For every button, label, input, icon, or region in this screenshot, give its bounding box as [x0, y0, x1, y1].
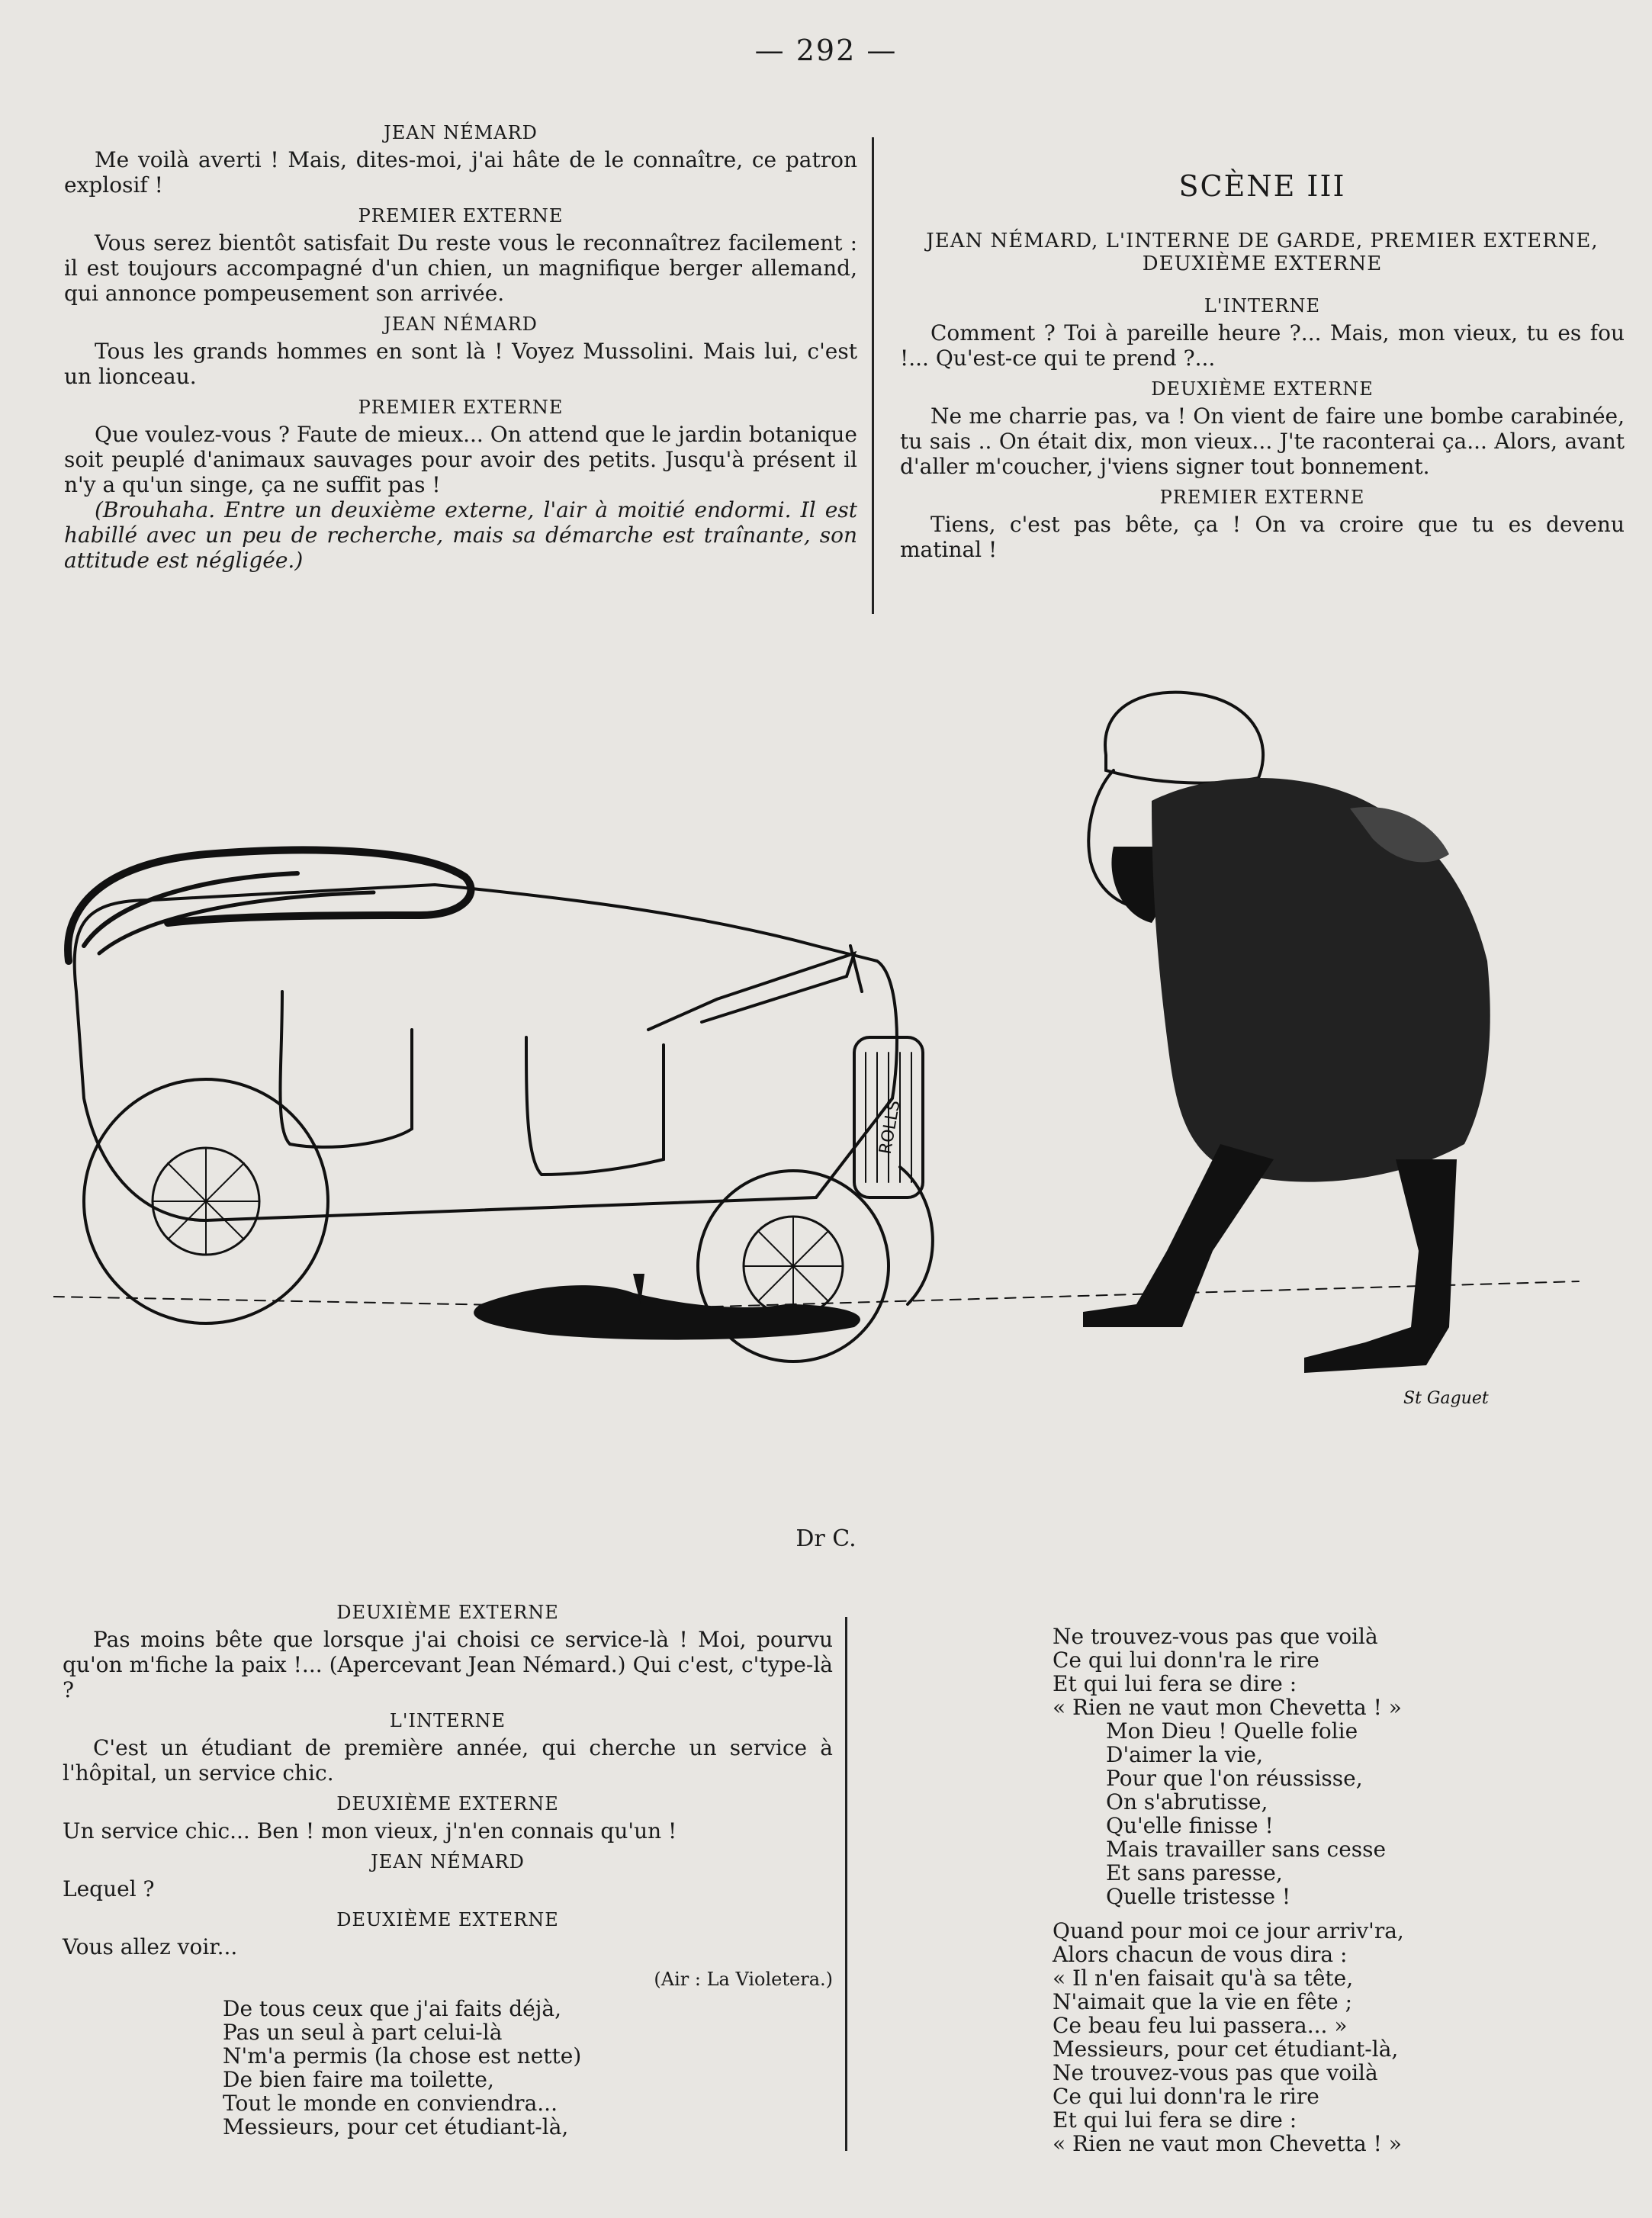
verse-line: Tout le monde en conviendra...: [223, 2091, 558, 2116]
dialogue-line: Ne me charrie pas, va ! On vient de faire une bombe carabinée, tu sais .. On était dix, mon vieux... J'te raconterai ça... Alors, avant d'aller m'coucher, j'viens signer tout bonnement.: [900, 403, 1625, 479]
verse-line: « Rien ne vaut mon Chevetta ! »: [1053, 1695, 1402, 1720]
verse-line: Messieurs, pour cet étudiant-là,: [1053, 2036, 1399, 2062]
verse-line: De bien faire ma toilette,: [223, 2067, 494, 2092]
dialogue-line: Vous allez voir...: [63, 1934, 238, 1959]
verse-line: Qu'elle finisse !: [1106, 1813, 1274, 1838]
windshield: [648, 953, 854, 1030]
column-divider-top: [872, 137, 874, 614]
verse-line: Et sans paresse,: [1106, 1860, 1283, 1885]
song-verses: [63, 1997, 833, 2139]
dialogue-line: Lequel ?: [63, 1876, 155, 1901]
verse-line: Pour que l'on réussisse,: [1106, 1766, 1363, 1791]
speaker-name: DEUXIÈME EXTERNE: [336, 1793, 559, 1815]
car-hood: [68, 850, 471, 961]
verse-line: « Rien ne vaut mon Chevetta ! »: [1053, 2131, 1402, 2156]
bottom-left-column: [63, 1594, 833, 2139]
verse-line: N'm'a permis (la chose est nette): [223, 2043, 582, 2069]
verse-line: Quelle tristesse !: [1106, 1884, 1291, 1909]
verse-line: Alors chacun de vous dira :: [1053, 1942, 1348, 1967]
radiator-text: ROLLS: [876, 1098, 905, 1156]
man-hat: [1105, 693, 1263, 783]
dialogue-line: Que voulez-vous ? Faute de mieux... On attend que le jardin botanique soit peuplé d'animaux sauvages pour avoir des petits. Jusqu'à présent il n'y a qu'un singe, ça ne suffit pas !: [64, 422, 857, 497]
dialogue-line: C'est un étudiant de première année, qui cherche un service à l'hôpital, un service chic.: [63, 1735, 833, 1786]
verse-line: Quand pour moi ce jour arriv'ra,: [1053, 1918, 1404, 1943]
verse-line: Ce beau feu lui passera... »: [1053, 2013, 1348, 2038]
dialogue-line: Tous les grands hommes en sont là ! Voyez Mussolini. Mais lui, c'est un lionceau.: [64, 339, 857, 389]
speaker-name: L'INTERNE: [389, 1710, 506, 1731]
top-right-column: [900, 169, 1625, 562]
bottom-right-column: [1053, 1625, 1632, 2155]
stage-direction: (Brouhaha. Entre un deuxième externe, l'air à moitié endormi. Il est habillé avec un peu de recherche, mais sa démarche est traînante, son attitude est négligée.): [64, 497, 857, 573]
verse-line: « Il n'en faisait qu'à sa tête,: [1053, 1966, 1354, 1991]
speaker-name: DEUXIÈME EXTERNE: [336, 1602, 559, 1623]
verse-line: On s'abrutisse,: [1106, 1789, 1268, 1815]
page-number: — 292 —: [754, 34, 898, 67]
speaker-name: DEUXIÈME EXTERNE: [1151, 378, 1374, 400]
dialogue-line: Me voilà averti ! Mais, dites-moi, j'ai hâte de le connaître, ce patron explosif !: [64, 147, 857, 198]
dialogue-line: Un service chic... Ben ! mon vieux, j'n'en connais qu'un !: [63, 1818, 677, 1844]
verse-line: Et qui lui fera se dire :: [1053, 2107, 1297, 2133]
verse-line: Mon Dieu ! Quelle folie: [1106, 1718, 1358, 1744]
scene-title: SCÈNE III: [1178, 169, 1346, 203]
verse-line: Mais travailler sans cesse: [1106, 1837, 1387, 1862]
verse-line: N'aimait que la vie en fête ;: [1053, 1989, 1353, 2014]
speaker-name: PREMIER EXTERNE: [1159, 487, 1365, 508]
speaker-name: DEUXIÈME EXTERNE: [336, 1909, 559, 1930]
signature: St Gaguet: [1403, 1389, 1489, 1408]
speaker-name: JEAN NÉMARD: [371, 1851, 525, 1872]
verse-line: D'aimer la vie,: [1106, 1742, 1263, 1767]
verse-line: Messieurs, pour cet étudiant-là,: [223, 2114, 569, 2139]
dialogue-line: Vous serez bientôt satisfait Du reste vous le reconnaîtrez facilement : il est toujours accompagné d'un chien, un magnifique berger allemand, qui annonce pompeusement son arrivée.: [64, 230, 857, 306]
verse-line: De tous ceux que j'ai faits déjà,: [223, 1996, 561, 2021]
illustration-caption: Dr C.: [795, 1525, 857, 1552]
verse-line: Ce qui lui donn'ra le rire: [1053, 2084, 1319, 2109]
speaker-name: PREMIER EXTERNE: [358, 397, 564, 418]
speaker-name: JEAN NÉMARD: [384, 313, 538, 335]
scene-characters: JEAN NÉMARD, L'INTERNE DE GARDE, PREMIER EXTERNE, DEUXIÈME EXTERNE: [926, 230, 1599, 275]
car-body: [75, 885, 897, 1220]
dialogue-line: Tiens, c'est pas bête, ça ! On va croire que tu es devenu matinal !: [900, 512, 1625, 562]
top-left-column: [64, 114, 857, 573]
speaker-name: L'INTERNE: [1204, 295, 1321, 317]
man-coat: [1152, 778, 1490, 1182]
verse-line: Ne trouvez-vous pas que voilà: [1053, 2060, 1378, 2085]
speaker-name: PREMIER EXTERNE: [358, 205, 564, 227]
column-divider-bottom: [845, 1617, 847, 2151]
verse-line: Ne trouvez-vous pas que voilà: [1053, 1624, 1378, 1649]
verse-line: Pas un seul à part celui-là: [223, 2020, 503, 2045]
verse-line: Et qui lui fera se dire :: [1053, 1671, 1297, 1696]
song-air: (Air : La Violetera.): [654, 1969, 833, 1990]
speaker-name: JEAN NÉMARD: [384, 122, 538, 143]
dialogue-line: Comment ? Toi à pareille heure ?... Mais, mon vieux, tu es fou !... Qu'est-ce qui te prend ?...: [900, 320, 1625, 371]
oil-puddle: [474, 1285, 860, 1339]
dialogue-line: Pas moins bête que lorsque j'ai choisi ce service-là ! Moi, pourvu qu'on m'fiche la paix !... (Apercevant Jean Némard.) Qui c'est, c'type-là ?: [63, 1627, 833, 1702]
illustration: [53, 671, 1602, 1487]
verse-line: Ce qui lui donn'ra le rire: [1053, 1647, 1319, 1673]
